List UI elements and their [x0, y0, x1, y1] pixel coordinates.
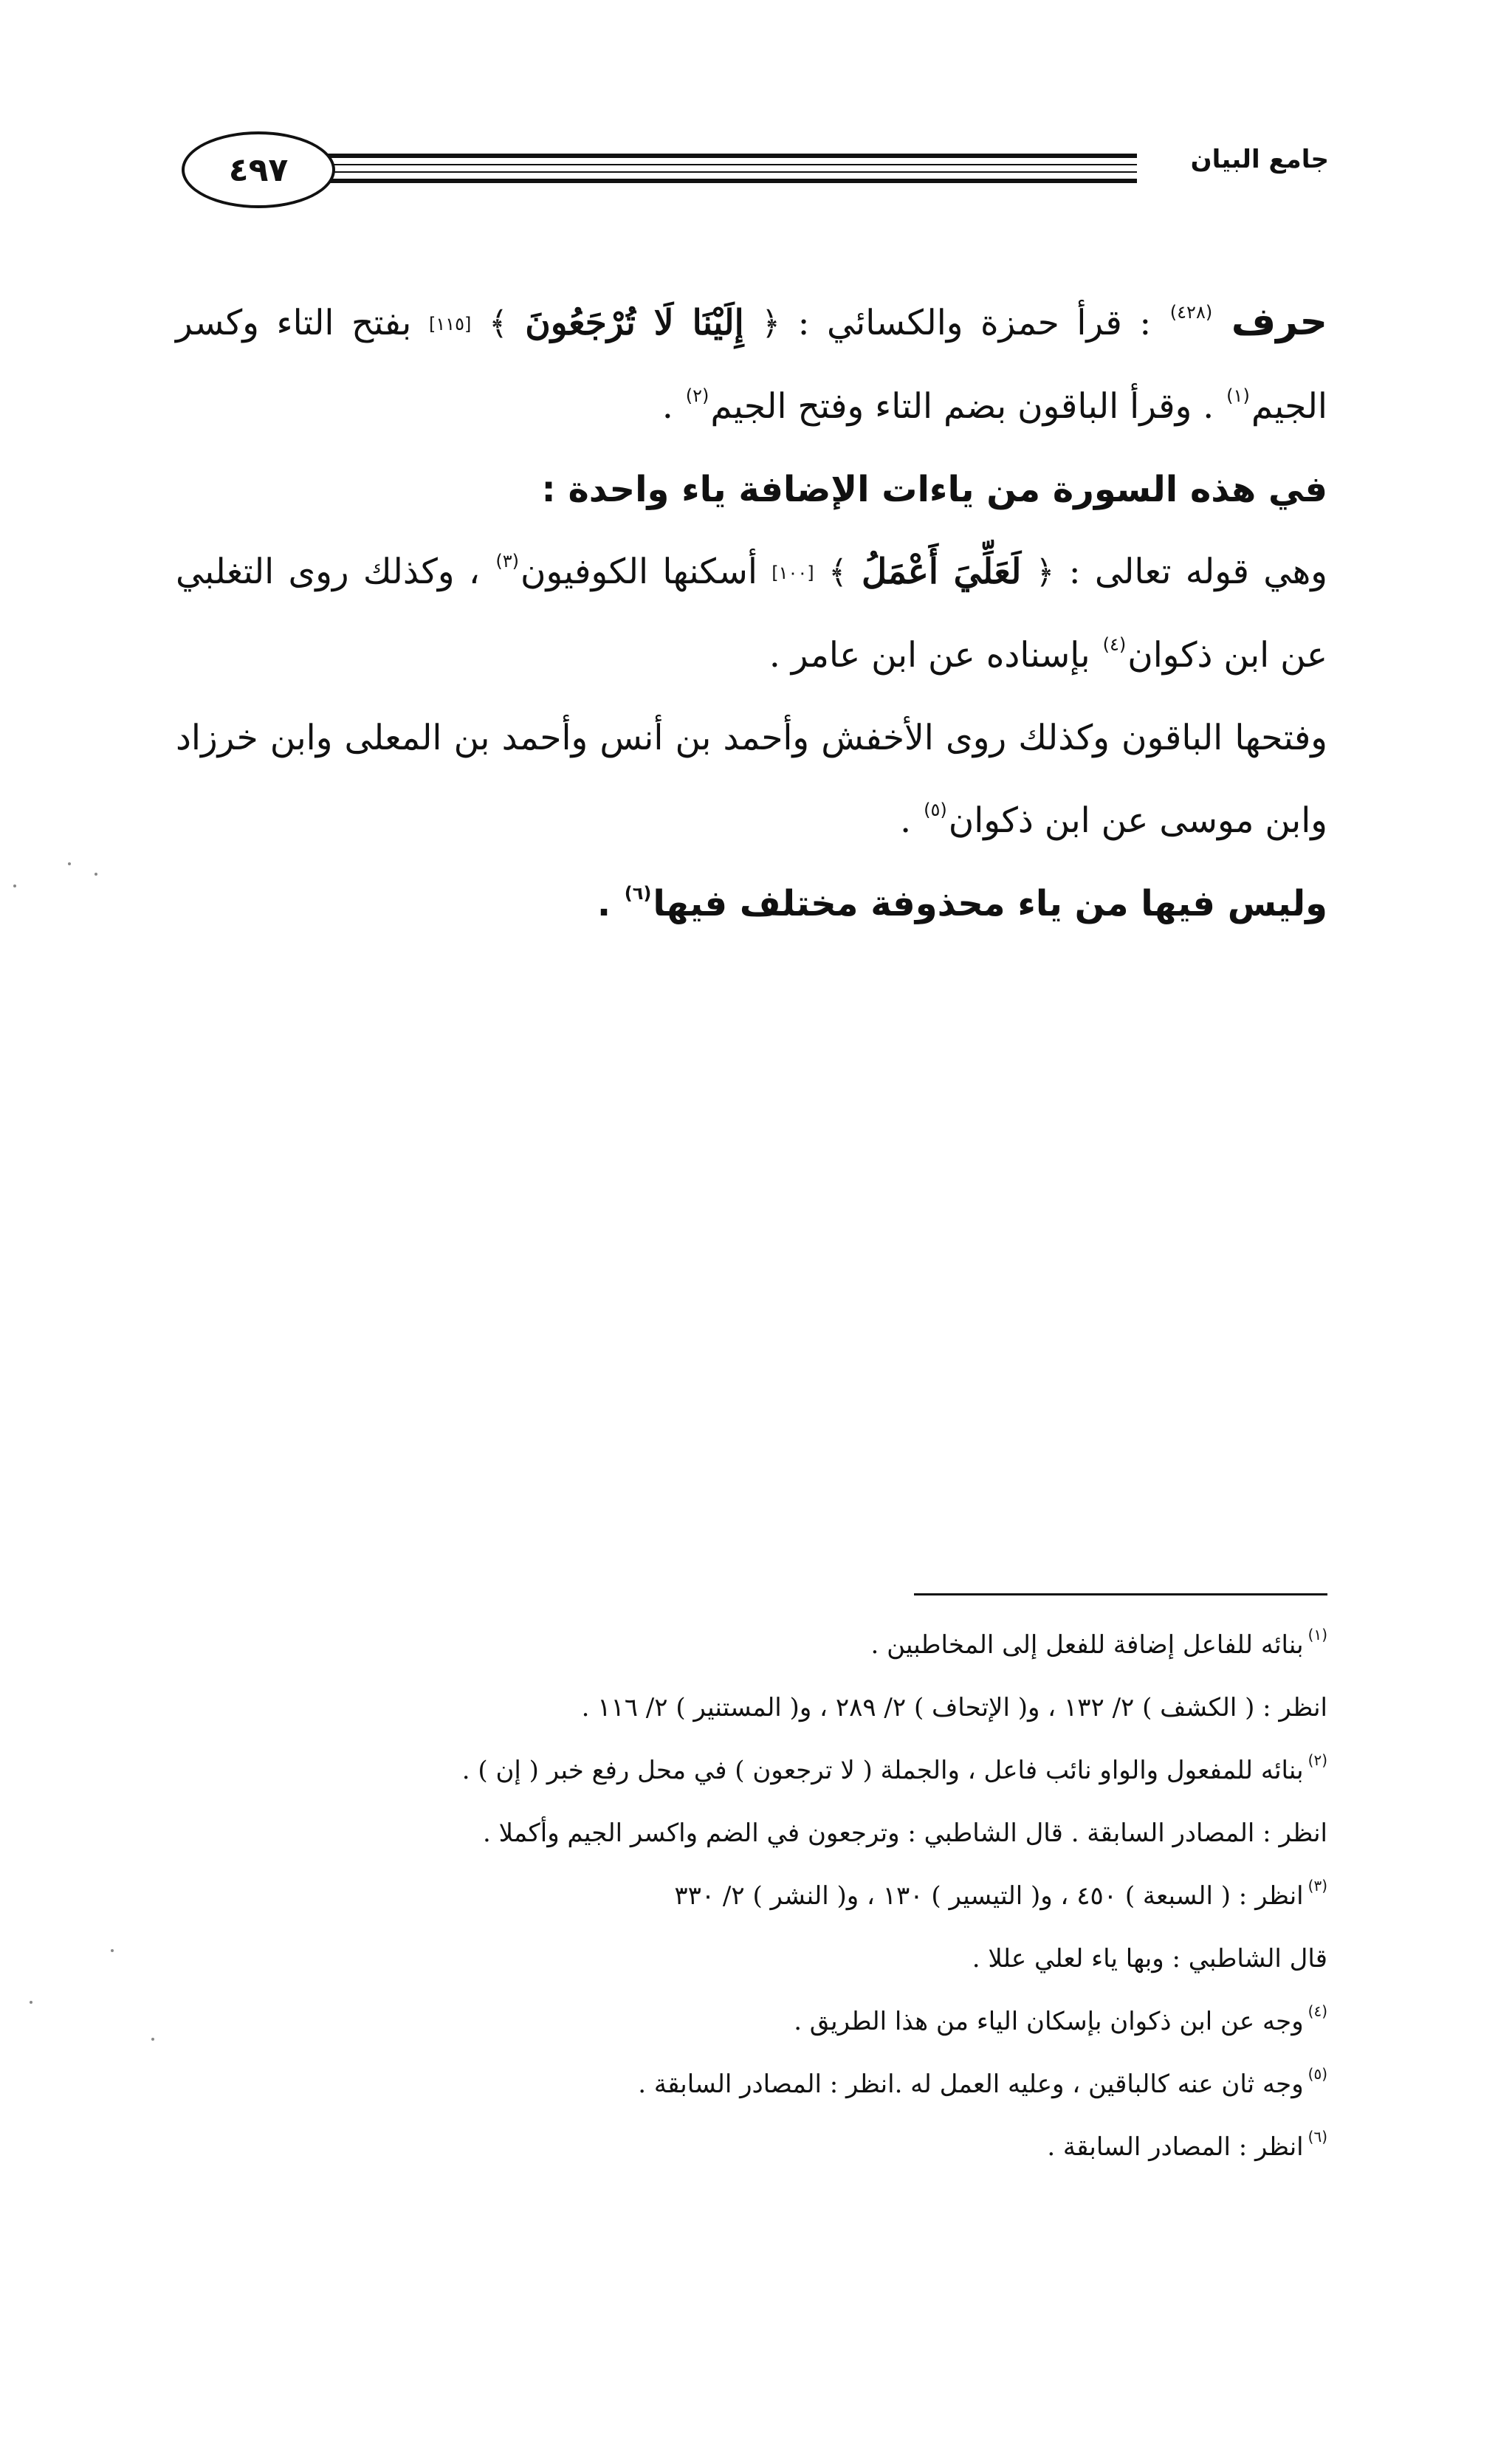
ayah-number: [١١٥] — [428, 314, 472, 334]
heading-text: . — [597, 883, 611, 924]
footnote-line — [176, 1802, 1327, 1865]
entry-paragraph — [176, 281, 1327, 448]
paragraph-text: بإسناده عن ابن عامر . — [769, 635, 1090, 676]
quran-verse: إِلَيْنَا لَا تُرْجَعُونَ — [525, 303, 744, 343]
scan-speck — [68, 862, 71, 865]
header-rule — [219, 171, 1137, 173]
footnote-marker: (٦) — [1307, 2128, 1327, 2146]
entry-text: بفتح التاء وكسر الجيم — [176, 303, 1327, 427]
scan-speck — [151, 2038, 154, 2041]
footnote-ref: (١) — [1226, 385, 1250, 406]
footnote-ref: (٥) — [924, 800, 947, 820]
quran-close-bracket: ﴾ — [828, 554, 848, 591]
quran-close-bracket: ﴾ — [488, 305, 508, 343]
footnote-marker: (٤) — [1307, 2002, 1327, 2020]
footnote-text: انظر : ( السبعة ) ٤٥٠ ، و( التيسير ) ١٣٠ ، و( النشر ) ٢/ ٣٣٠ — [674, 1881, 1304, 1911]
footnote-line — [176, 1865, 1327, 1928]
quran-open-bracket: ﴿ — [1035, 554, 1055, 591]
quran-verse: لَعَلِّيَ أَعْمَلُ — [862, 552, 1022, 592]
scan-speck — [94, 873, 97, 876]
footnote-marker: (١) — [1307, 1626, 1327, 1643]
footnote-marker: (٥) — [1307, 2065, 1327, 2083]
entry-text: . — [662, 386, 673, 427]
heading-text: وليس فيها من ياء محذوفة مختلف فيها — [653, 883, 1327, 924]
scan-speck — [30, 2001, 32, 2004]
paragraph-text: أسكنها الكوفيون — [520, 552, 757, 592]
footnote-line — [176, 1739, 1327, 1802]
book-title: جامع البيان — [1190, 145, 1329, 174]
header-rule — [219, 154, 1137, 158]
footnote-text: انظر : ( الكشف ) ٢/ ١٣٢ ، و( الإتحاف ) ٢/ ٢٨٩ ، و( المستنير ) ٢/ ١١٦ . — [581, 1693, 1327, 1722]
paragraph — [176, 531, 1327, 697]
scan-speck — [111, 1949, 114, 1952]
footnote-text: انظر : المصادر السابقة . قال الشاطبي : وترجعون في الضم واكسر الجيم وأكملا . — [483, 1818, 1327, 1848]
running-header — [130, 131, 1329, 213]
footnote-line — [176, 1677, 1327, 1739]
page-number: ٤٩٧ — [182, 131, 335, 208]
footnote-ref: (٦) — [624, 883, 652, 904]
paragraph-text: وفتحها الباقون وكذلك روى الأخفش وأحمد بن أنس وأحمد بن المعلى وابن خرزاد وابن موسى عن ابن ذكوان — [176, 718, 1327, 841]
footnote-text: بنائه للفاعل إضافة للفعل إلى المخاطبين . — [870, 1630, 1304, 1660]
footnote-text: بنائه للمفعول والواو نائب فاعل ، والجملة ( لا ترجعون ) في محل رفع خبر ( إن ) . — [461, 1756, 1304, 1785]
footnote-text: قال الشاطبي : وبها ياء لعلي عللا . — [972, 1944, 1327, 1974]
footnote-line — [176, 2053, 1327, 2116]
ayah-number: [١٠٠] — [772, 563, 814, 583]
footnote-line — [176, 1928, 1327, 1990]
footnote-line — [176, 2116, 1327, 2179]
footnote-text: وجه عن ابن ذكوان بإسكان الياء من هذا الطريق . — [794, 2007, 1304, 2036]
header-rule — [219, 164, 1137, 165]
paragraph-text: ، وكذلك روى التغلبي عن ابن ذكوان — [176, 552, 1327, 676]
footnote-marker: (٣) — [1307, 1877, 1327, 1895]
footnote-line — [176, 1614, 1327, 1677]
footnote-ref: (٢) — [685, 385, 709, 406]
paragraph — [176, 697, 1327, 862]
footnote-text: انظر : المصادر السابقة . — [1047, 2132, 1304, 2162]
entry-text: : قرأ حمزة والكسائي : — [797, 303, 1152, 343]
footnote-ref: (٤) — [1102, 634, 1127, 655]
entry-number: (٤٢٨) — [1169, 302, 1213, 323]
scan-speck — [13, 884, 16, 887]
footnote-marker: (٢) — [1307, 1751, 1327, 1769]
footnote-separator — [914, 1593, 1327, 1595]
footnote-line — [176, 1990, 1327, 2053]
entry-keyword: حرف — [1231, 300, 1327, 344]
section-heading — [176, 862, 1327, 945]
header-rule — [219, 179, 1137, 183]
quran-open-bracket: ﴿ — [761, 305, 780, 343]
footnotes — [176, 1614, 1327, 2179]
footnote-ref: (٣) — [495, 551, 519, 571]
paragraph-text: . — [900, 800, 912, 841]
main-text — [176, 281, 1327, 945]
footnote-text: وجه ثان عنه كالباقين ، وعليه العمل له .انظر : المصادر السابقة . — [638, 2069, 1304, 2099]
section-heading: في هذه السورة من ياءات الإضافة ياء واحدة : — [541, 469, 1327, 510]
entry-text: . وقرأ الباقون بضم التاء وفتح الجيم — [710, 386, 1214, 427]
paragraph-text: وهي قوله تعالى : — [1068, 552, 1327, 592]
